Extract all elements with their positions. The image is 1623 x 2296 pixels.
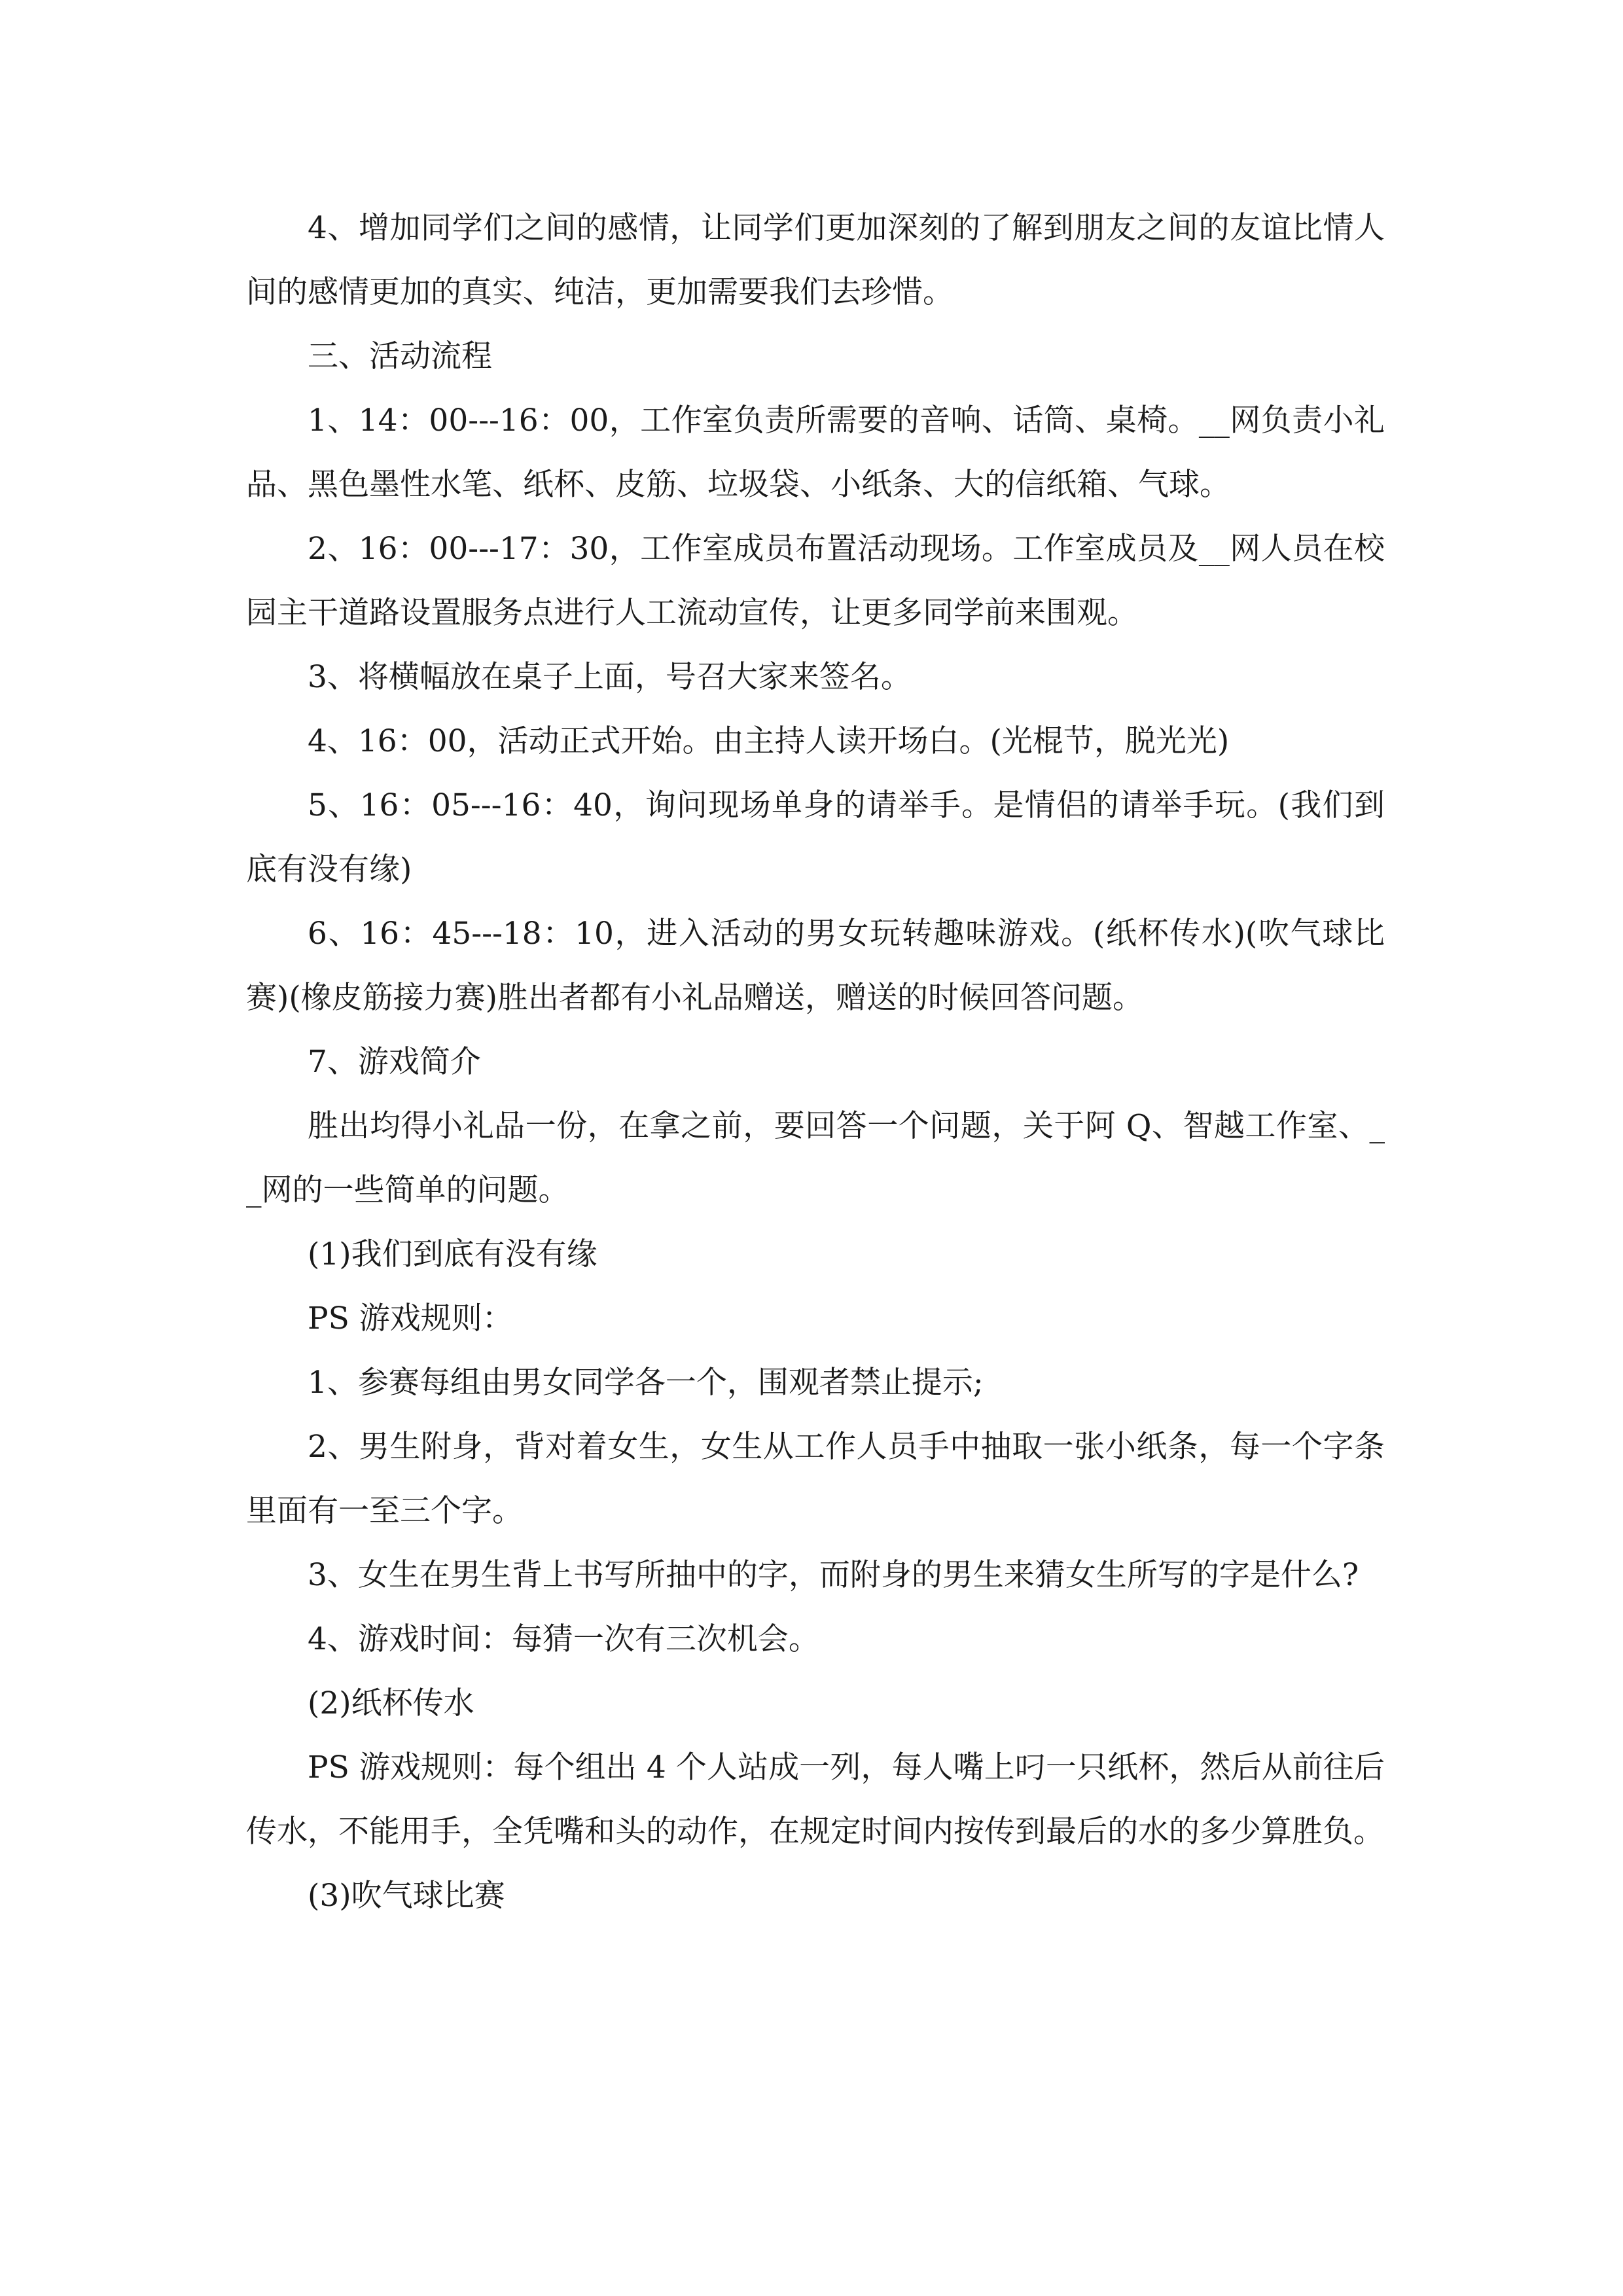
game-1-rule-4: 4、游戏时间：每猜一次有三次机会。: [308, 1621, 819, 1657]
game-2-rules: PS 游戏规则：每个组出 4 个人站成一列，每人嘴上叼一只纸杯，然后从前往后传水，不能用手，全凭嘴和头的动作，在规定时间内按传到最后的水的多少算胜负。: [246, 1749, 1385, 1850]
document-page: [246, 196, 1385, 1928]
paragraph-flow-5: 5、16：05---16：40，询问现场单身的请举手。是情侣的请举手玩。(我们到底有没有缘): [246, 787, 1385, 888]
paragraph-flow-3: 3、将横幅放在桌子上面，号召大家来签名。: [308, 659, 912, 695]
paragraph-flow-1: 1、14：00---16：00，工作室负责所需要的音响、话筒、桌椅。__网负责小礼品、黑色墨性水笔、纸杯、皮筋、垃圾袋、小纸条、大的信纸箱、气球。: [246, 403, 1385, 503]
game-1-title: (1)我们到底有没有缘: [308, 1236, 597, 1272]
game-1-rules-heading: PS 游戏规则：: [308, 1300, 513, 1336]
paragraph-goal-4: 4、增加同学们之间的感情，让同学们更加深刻的了解到朋友之间的友谊比情人间的感情更加的真实、纯洁，更加需要我们去珍惜。: [246, 210, 1385, 310]
game-3-title: (3)吹气球比赛: [308, 1878, 505, 1914]
game-1-rule-2: 2、男生附身，背对着女生，女生从工作人员手中抽取一张小纸条，每一个字条里面有一至三个字。: [246, 1429, 1385, 1529]
paragraph-flow-6: 6、16：45---18：10，进入活动的男女玩转趣味游戏。(纸杯传水)(吹气球比赛)(橡皮筋接力赛)胜出者都有小礼品赠送，赠送的时候回答问题。: [246, 916, 1385, 1016]
game-2-title: (2)纸杯传水: [308, 1685, 474, 1721]
paragraph-flow-7: 7、游戏简介: [308, 1044, 481, 1080]
game-1-rule-1: 1、参赛每组由男女同学各一个，围观者禁止提示;: [308, 1365, 984, 1401]
paragraph-flow-2: 2、16：00---17：30，工作室成员布置活动现场。工作室成员及__网人员在校园主干道路设置服务点进行人工流动宣传，让更多同学前来围观。: [246, 531, 1385, 631]
section-heading-activity-flow: 三、活动流程: [308, 338, 492, 374]
paragraph-game-intro: 胜出均得小礼品一份，在拿之前，要回答一个问题，关于阿 Q、智越工作室、__网的一些简单的问题。: [246, 1108, 1385, 1208]
game-1-rule-3: 3、女生在男生背上书写所抽中的字，而附身的男生来猜女生所写的字是什么?: [308, 1557, 1359, 1593]
paragraph-flow-4: 4、16：00，活动正式开始。由主持人读开场白。(光棍节，脱光光): [308, 723, 1230, 759]
